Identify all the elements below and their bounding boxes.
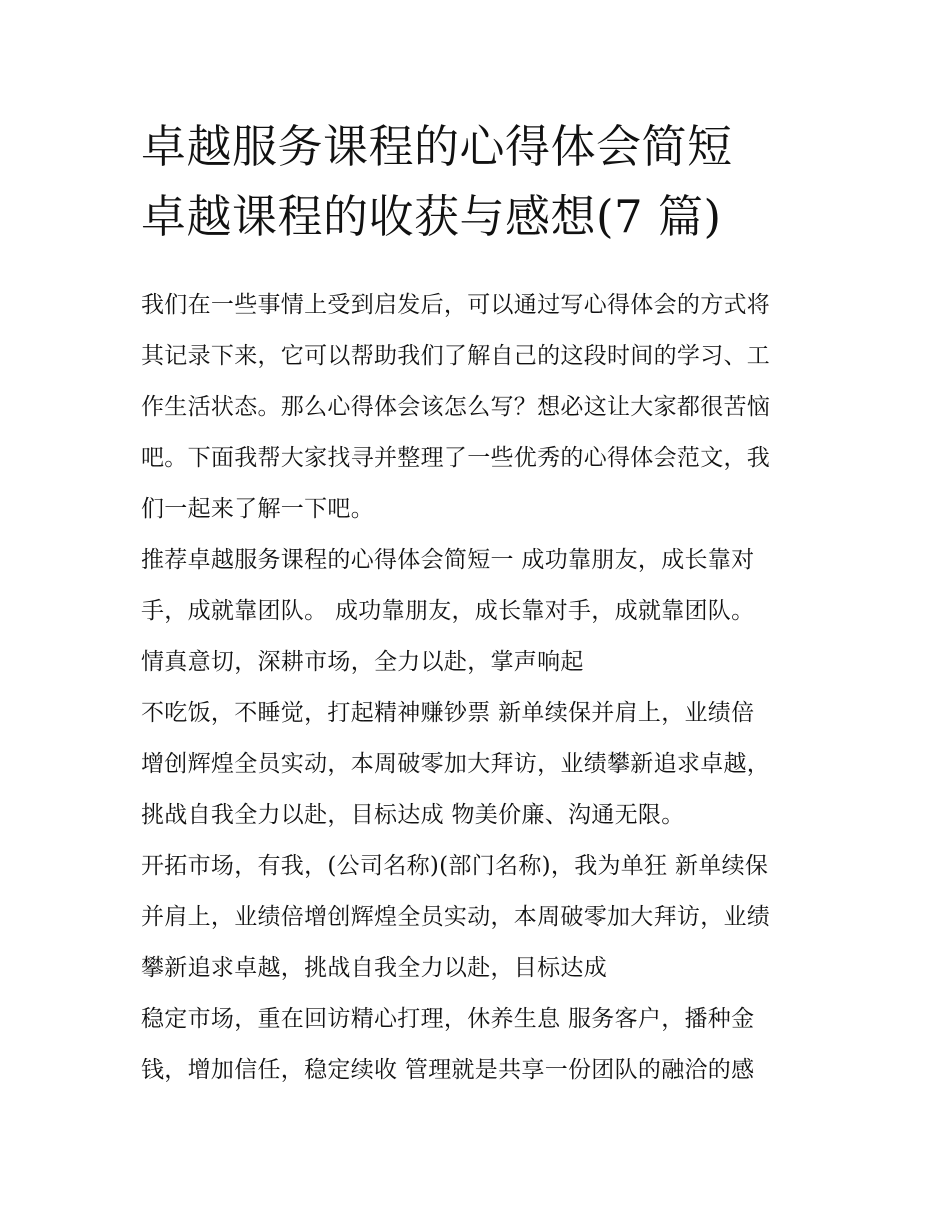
text-line: 钱，增加信任，稳定续收 管理就是共享一份团队的融洽的感 (141, 1057, 755, 1083)
document-body (141, 280, 821, 1096)
text-line: 其记录下来，它可以帮助我们了解自己的这段时间的学习、工 (141, 343, 771, 369)
text-line: 作生活状态。那么心得体会该怎么写？想必这让大家都很苦恼 (141, 394, 771, 420)
text-line: 攀新追求卓越，挑战自我全力以赴，目标达成 (141, 955, 607, 981)
text-line: 吧。下面我帮大家找寻并整理了一些优秀的心得体会范文，我 (141, 445, 771, 471)
paragraph-motto-2 (141, 841, 821, 994)
text-line: 不吃饭，不睡觉，打起精神赚钞票 新单续保并肩上，业绩倍 (141, 700, 755, 726)
text-line: 推荐卓越服务课程的心得体会简短一 成功靠朋友，成长靠对 (141, 547, 755, 573)
text-line: 手，成就靠团队。 成功靠朋友，成长靠对手，成就靠团队。 (141, 598, 755, 624)
paragraph-intro (141, 280, 821, 535)
paragraph-slogan (141, 637, 821, 688)
text-line: 开拓市场，有我，(公司名称)(部门名称)，我为单狂 新单续保 (141, 853, 769, 879)
paragraph-motto-3 (141, 994, 821, 1096)
title-line: 卓越课程的收获与感想(7 篇) (141, 190, 722, 243)
text-line: 稳定市场，重在回访精心打理，休养生息 服务客户，播种金 (141, 1006, 755, 1032)
paragraph-motto-1 (141, 688, 821, 841)
text-line: 我们在一些事情上受到启发后，可以通过写心得体会的方式将 (141, 292, 771, 318)
text-line: 们一起来了解一下吧。 (141, 496, 374, 522)
text-line: 并肩上，业绩倍增创辉煌全员实动，本周破零加大拜访，业绩 (141, 904, 771, 930)
title-line: 卓越服务课程的心得体会简短 (141, 120, 733, 173)
text-line: 情真意切，深耕市场，全力以赴，掌声响起 (141, 649, 584, 675)
text-line: 增创辉煌全员实动，本周破零加大拜访，业绩攀新追求卓越， (141, 751, 771, 777)
document-title (141, 112, 821, 252)
text-line: 挑战自我全力以赴，目标达成 物美价廉、沟通无限。 (141, 802, 685, 828)
paragraph-recommend (141, 535, 821, 637)
